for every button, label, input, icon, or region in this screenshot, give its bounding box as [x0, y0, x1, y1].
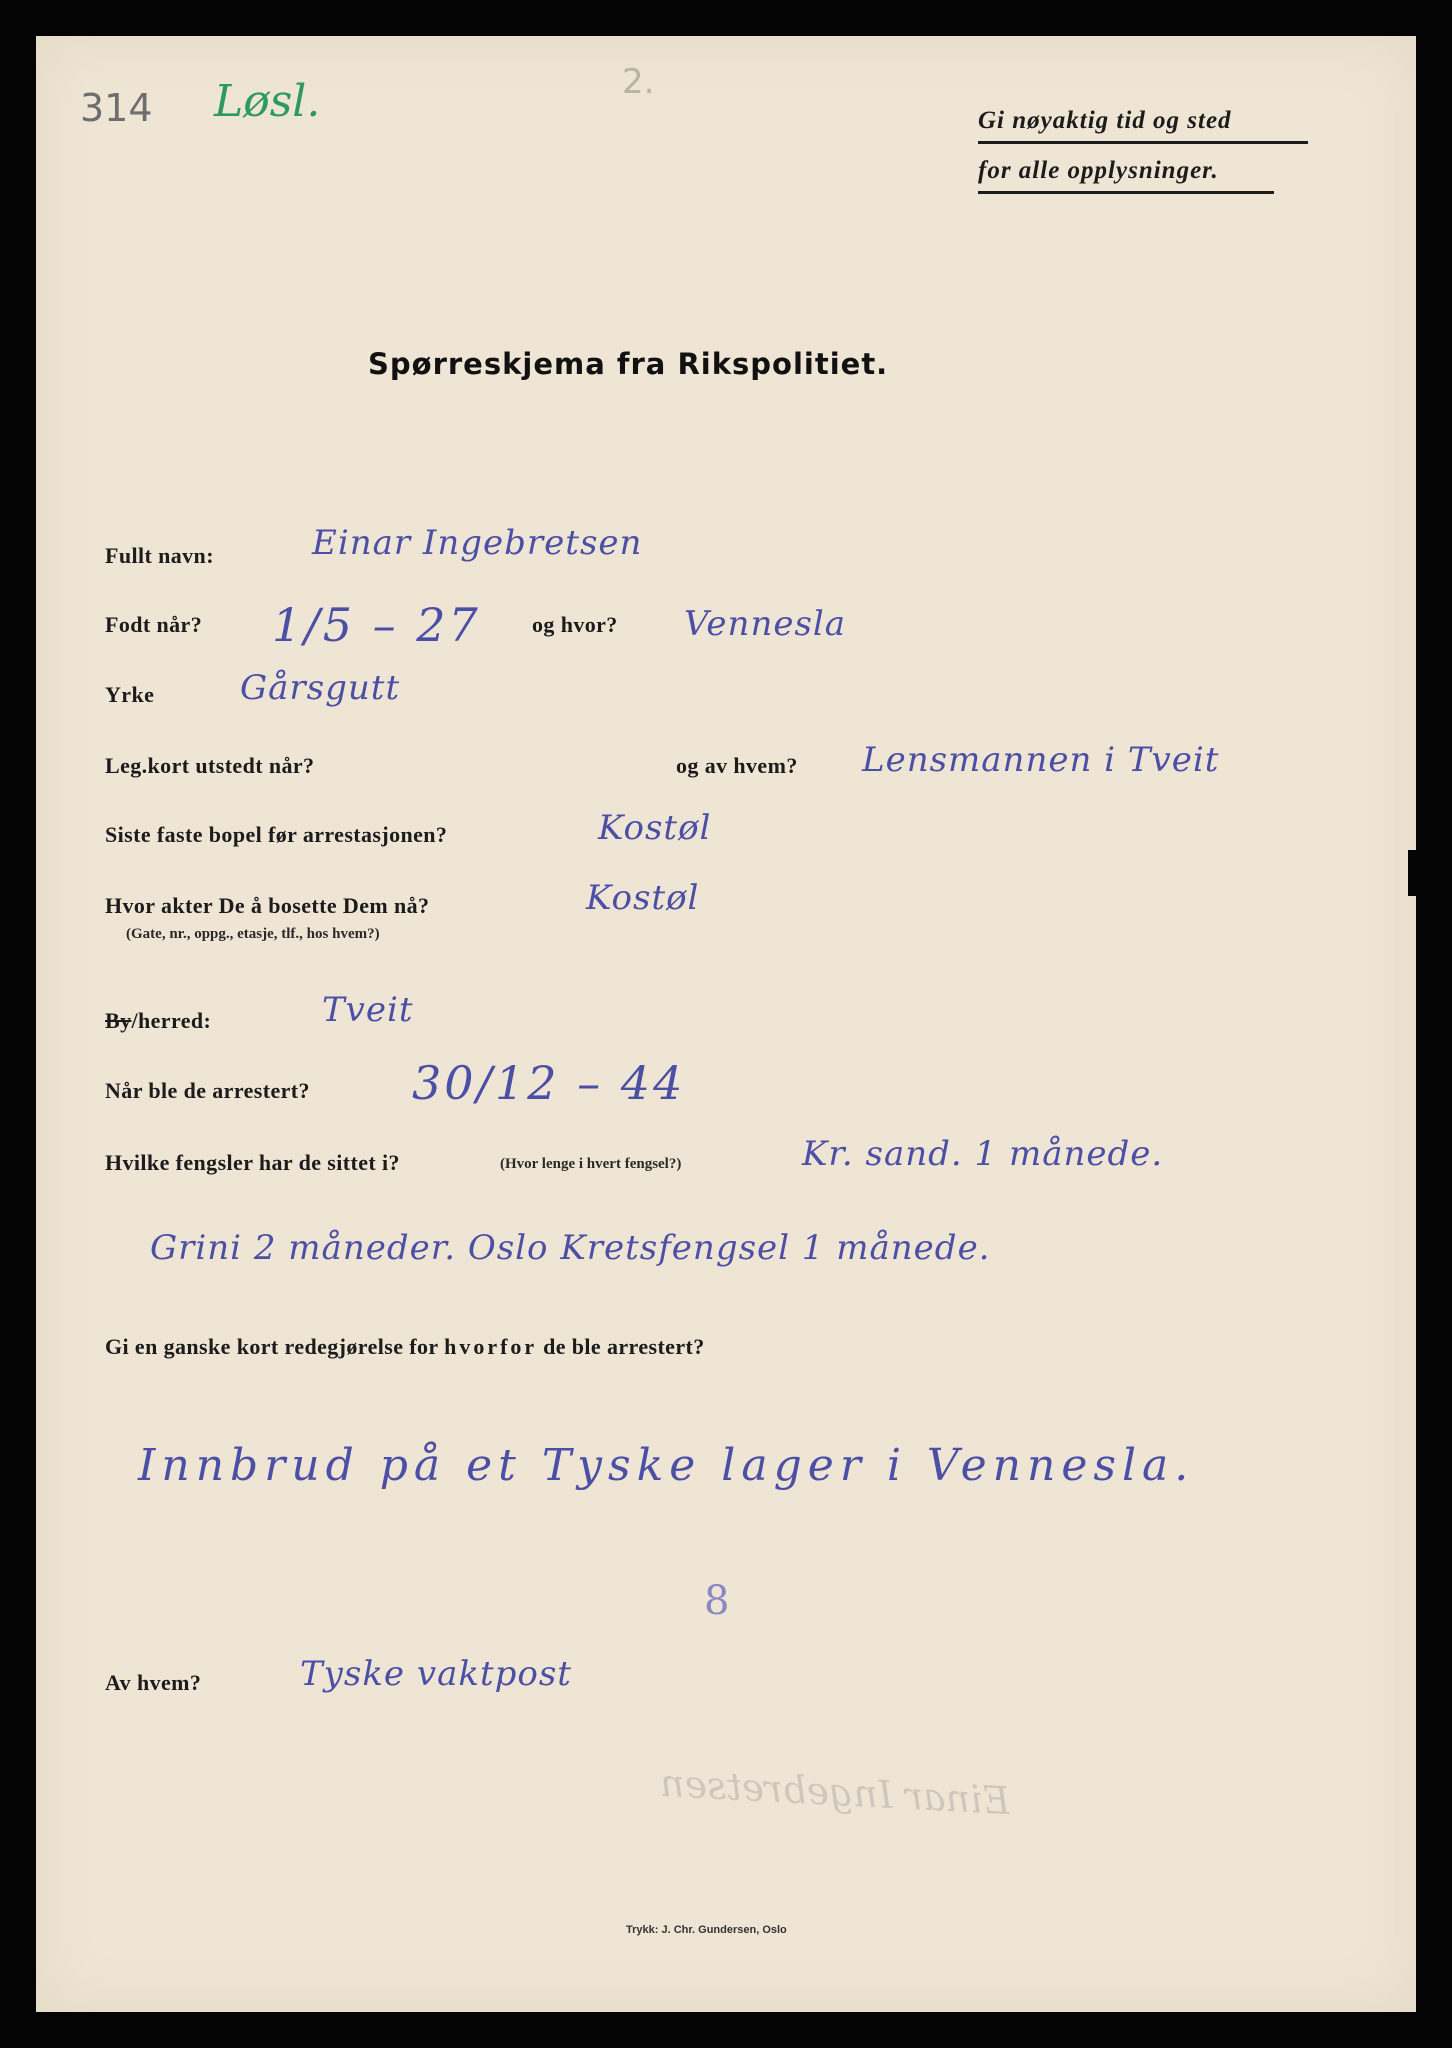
municipality-label-rest: /herred: [131, 1008, 212, 1033]
born-where-value: Vennesla [684, 604, 847, 644]
full-name-value: Einar Ingebretsen [312, 523, 643, 563]
born-when-value: 1/5 – 27 [272, 598, 481, 652]
pencil-mark: 2. [622, 62, 655, 102]
printer-imprint: Trykk: J. Chr. Gundersen, Oslo [626, 1924, 787, 1936]
id-card-by-value: Lensmannen i Tveit [862, 740, 1220, 780]
form-title: Spørreskjema fra Rikspolitiet. [368, 347, 889, 381]
born-when-label: Fodt når? [105, 612, 203, 637]
last-residence-label: Siste faste bopel før arrestasjonen? [105, 822, 448, 847]
reason-mark: 8 [704, 1578, 731, 1624]
reason-label-prefix: Gi en ganske kort redegjørelse for [105, 1334, 439, 1359]
id-card-by-label: og av hvem? [676, 753, 798, 778]
municipality-label-struck: By [105, 1008, 132, 1033]
arrested-when-value: 30/12 – 44 [412, 1056, 686, 1110]
prisons-value-line2: Grini 2 måneder. Oslo Kretsfengsel 1 månede. [150, 1228, 991, 1268]
reason-label [105, 1334, 705, 1360]
reason-label-suffix: de ble arrestert? [543, 1334, 705, 1359]
instruction-line-2: for alle opplysninger. [978, 157, 1219, 184]
settle-label: Hvor akter De å bosette Dem nå? [105, 893, 430, 918]
by-whom-label: Av hvem? [105, 1670, 202, 1695]
id-card-when-label: Leg.kort utstedt når? [105, 753, 315, 778]
bleed-through-signature: Einar Ingebretsen [659, 1760, 1012, 1824]
reason-value: Innbrud på et Tyske lager i Vennesla. [138, 1440, 1195, 1491]
prisons-value-line1: Kr. sand. 1 månede. [802, 1134, 1164, 1174]
full-name-label: Fullt navn: [105, 543, 214, 568]
occupation-label: Yrke [105, 682, 155, 707]
born-where-label: og hvor? [532, 612, 618, 637]
by-whom-value: Tyske vaktpost [300, 1654, 572, 1694]
prisons-label: Hvilke fengsler har de sittet i? [105, 1150, 400, 1175]
paper-edge-notch [1408, 850, 1418, 896]
last-residence-value: Kostøl [598, 808, 712, 848]
settle-sublabel: (Gate, nr., oppg., etasje, tlf., hos hvem?) [126, 926, 380, 942]
prisons-sublabel: (Hvor lenge i hvert fengsel?) [500, 1156, 682, 1172]
release-note: Løsl. [214, 76, 321, 127]
instruction-line-1: Gi nøyaktig tid og sted [978, 107, 1232, 134]
instruction-underline-1 [978, 141, 1308, 144]
municipality-label [105, 1008, 211, 1034]
reason-label-emphasis: hvorfor [444, 1334, 538, 1359]
settle-value: Kostøl [586, 878, 700, 918]
instruction-underline-2 [978, 191, 1274, 194]
archive-number: 314 [80, 86, 153, 130]
occupation-value: Gårsgutt [240, 668, 401, 708]
municipality-value: Tveit [322, 990, 414, 1030]
arrested-when-label: Når ble de arrestert? [105, 1078, 310, 1103]
form-sheet [36, 36, 1416, 2012]
